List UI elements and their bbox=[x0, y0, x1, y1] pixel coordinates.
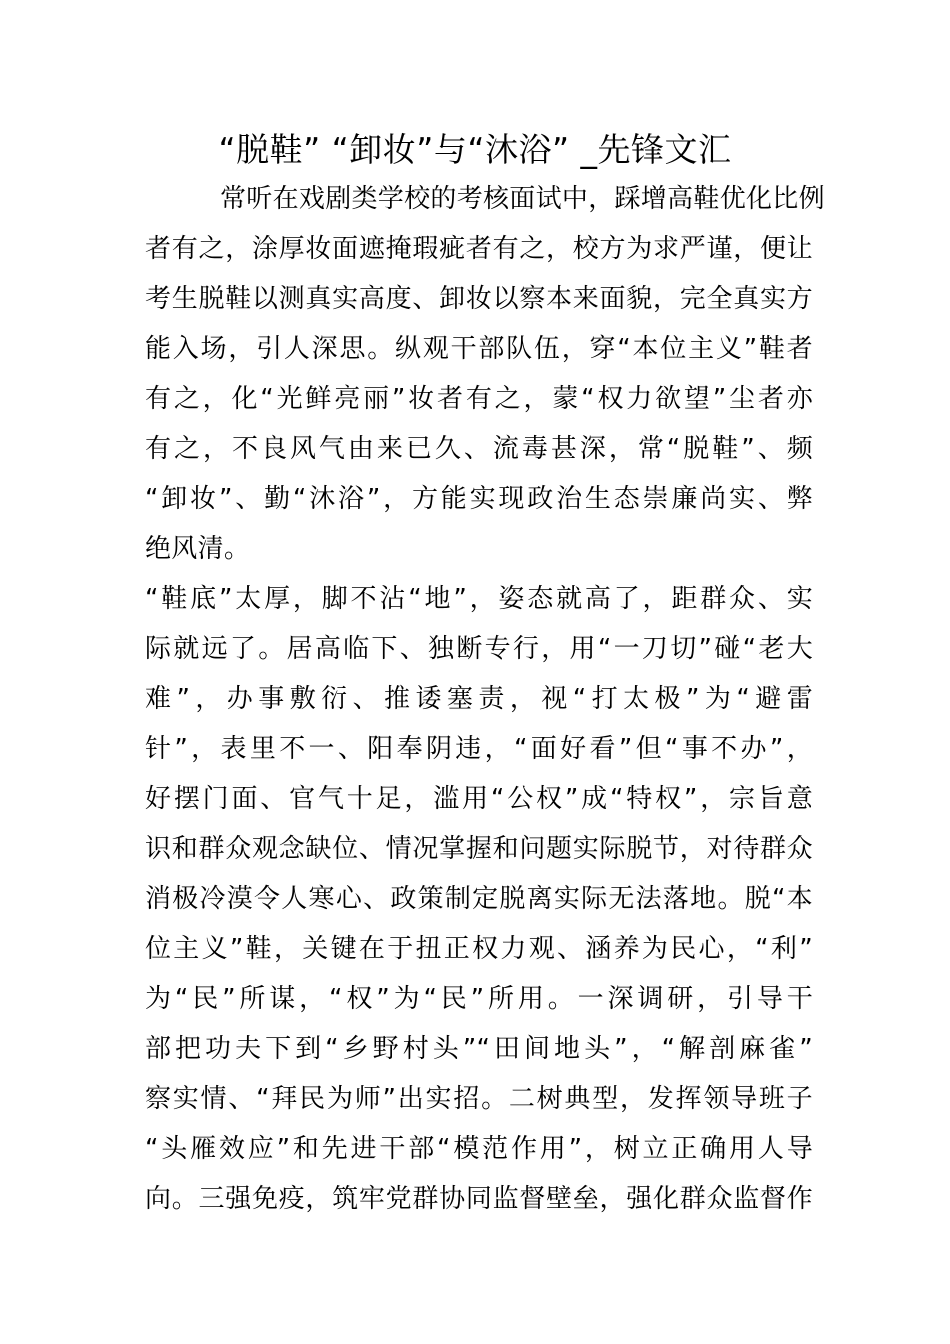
text-line: 消极冷漠令人寒心、政策制定脱离实际无法落地。脱“本 bbox=[145, 884, 813, 914]
text-line: 察实情、“拜民为师”出实招。二树典型，发挥领导班子 bbox=[145, 1084, 813, 1114]
text-line: 能入场，引人深思。纵观干部队伍，穿“本位主义”鞋者 bbox=[145, 334, 813, 364]
text-line: 者有之，涂厚妆面遮掩瑕疵者有之，校方为求严谨，便让 bbox=[145, 234, 813, 264]
document-title: “脱鞋” “卸妆”与“沐浴” _先锋文汇 bbox=[218, 130, 732, 169]
text-line: 有之，不良风气由来已久、流毒甚深，常“脱鞋”、频 bbox=[145, 434, 813, 464]
text-line: 部把功夫下到“乡野村头”“田间地头”，“解剖麻雀” bbox=[145, 1034, 813, 1064]
text-line: 识和群众观念缺位、情况掌握和问题实际脱节，对待群众 bbox=[145, 834, 813, 864]
text-line: “头雁效应”和先进干部“模范作用”，树立正确用人导 bbox=[145, 1134, 813, 1164]
text-line: 向。三强免疫，筑牢党群协同监督壁垒，强化群众监督作 bbox=[145, 1184, 813, 1214]
text-line: “鞋底”太厚，脚不沾“地”，姿态就高了，距群众、实 bbox=[145, 584, 813, 614]
document-body bbox=[145, 174, 825, 1224]
text-line: 有之，化“光鲜亮丽”妆者有之，蒙“权力欲望”尘者亦 bbox=[145, 384, 813, 414]
text-line: 针”，表里不一、阳奉阴违，“面好看”但“事不办”， bbox=[145, 734, 813, 764]
text-line: 为“民”所谋，“权”为“民”所用。一深调研，引导干 bbox=[145, 984, 813, 1014]
text-line: 常听在戏剧类学校的考核面试中，踩增高鞋优化比例 bbox=[220, 184, 825, 214]
text-line: 难”，办事敷衍、推诿塞责，视“打太极”为“避雷 bbox=[145, 684, 813, 714]
text-line: 考生脱鞋以测真实高度、卸妆以察本来面貌，完全真实方 bbox=[145, 284, 813, 314]
text-line: 绝风清。 bbox=[145, 534, 251, 564]
text-line: 好摆门面、官气十足，滥用“公权”成“特权”，宗旨意 bbox=[145, 784, 813, 814]
text-line: 际就远了。居高临下、独断专行，用“一刀切”碰“老大 bbox=[145, 634, 813, 664]
text-line: “卸妆”、勤“沐浴”，方能实现政治生态崇廉尚实、弊 bbox=[145, 484, 813, 514]
text-line: 位主义”鞋，关键在于扭正权力观、涵养为民心，“利” bbox=[145, 934, 813, 964]
